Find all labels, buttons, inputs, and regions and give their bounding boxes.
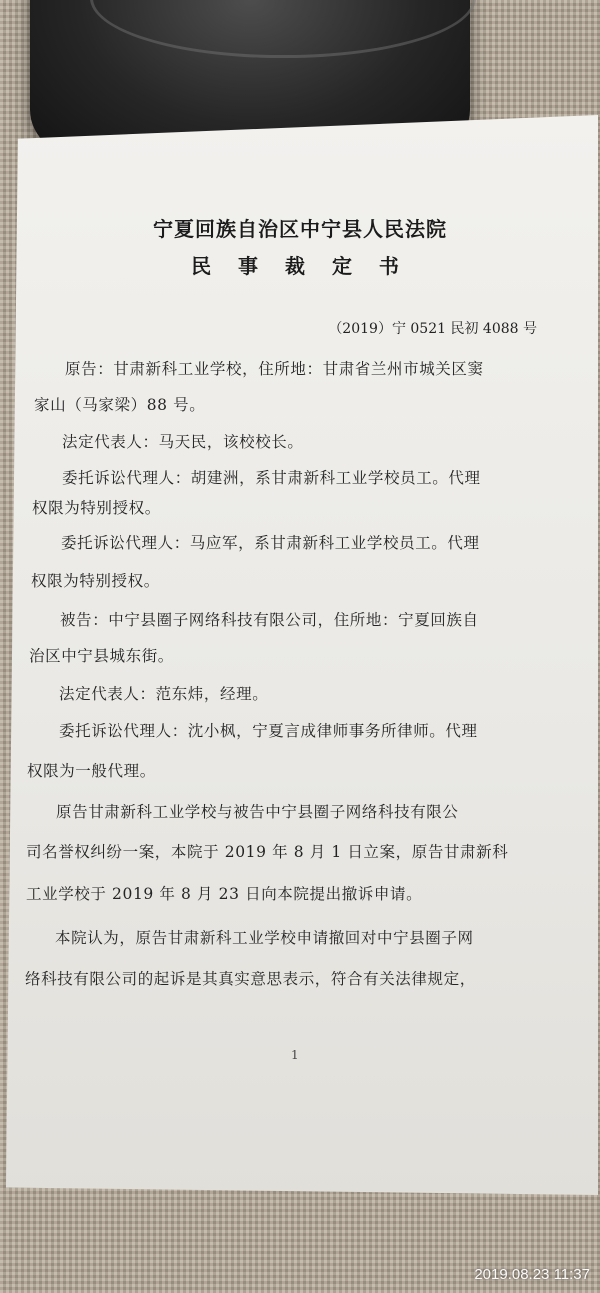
text-line: 委托诉讼代理人：沈小枫，宁夏言成律师事务所律师。代理 — [59, 722, 478, 740]
text-line: 络科技有限公司的起诉是其真实意思表示，符合有关法律规定， — [25, 970, 476, 988]
text-line: 工业学校于 2019 年 8 月 23 日向本院提出撤诉申请。 — [26, 885, 423, 903]
case-number: （2019）宁 0521 民初 4088 号 — [328, 321, 537, 337]
lid-rim — [90, 0, 476, 58]
text-line: 权限为一般代理。 — [27, 762, 156, 780]
text-line: 权限为特别授权。 — [31, 572, 160, 590]
text-line: 治区中宁县城东街。 — [29, 647, 174, 665]
text-line: 被告：中宁县圈子网络科技有限公司，住所地：宁夏回族自 — [60, 611, 479, 629]
text-line: 本院认为，原告甘肃新科工业学校申请撤回对中宁县圈子网 — [55, 929, 474, 947]
photo-timestamp: 2019.08.23 11:37 — [474, 1266, 590, 1283]
text-line: 家山（马家梁）88 号。 — [34, 396, 206, 414]
text-line: 司名誉权纠纷一案，本院于 2019 年 8 月 1 日立案，原告甘肃新科 — [26, 843, 509, 861]
text-line: 法定代表人：马天民，该校校长。 — [62, 433, 304, 451]
court-name: 宁夏回族自治区中宁县人民法院 — [153, 217, 447, 241]
text-line: 权限为特别授权。 — [32, 499, 161, 517]
text-line: 法定代表人：范东炜，经理。 — [59, 685, 269, 703]
document-title: 民 事 裁 定 书 — [191, 254, 409, 278]
text-line: 委托诉讼代理人：马应军，系甘肃新科工业学校员工。代理 — [61, 534, 480, 552]
text-line: 原告甘肃新科工业学校与被告中宁县圈子网络科技有限公 — [56, 803, 459, 821]
text-line: 委托诉讼代理人：胡建洲，系甘肃新科工业学校员工。代理 — [62, 469, 481, 487]
text-line: 原告：甘肃新科工业学校，住所地：甘肃省兰州市城关区窦 — [65, 360, 484, 378]
page-number: 1 — [291, 1048, 299, 1062]
